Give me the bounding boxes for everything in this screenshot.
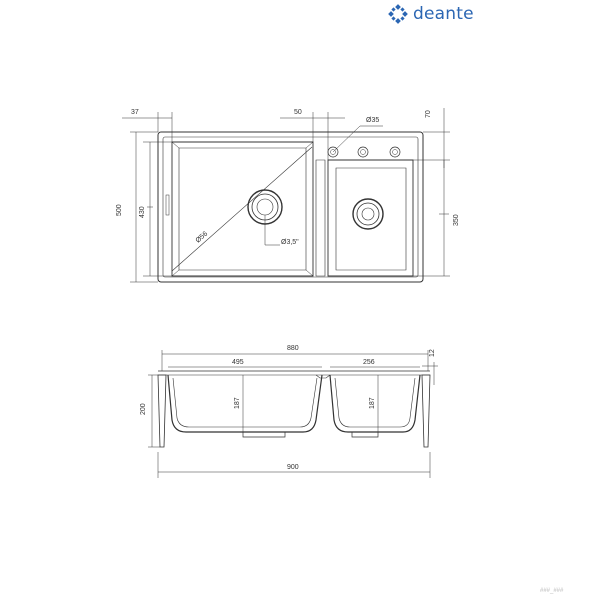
dim-12-label: 12 (429, 349, 436, 357)
section-view (148, 350, 438, 478)
small-drain-icon (353, 199, 383, 229)
section-view-labels (140, 345, 436, 471)
dim-d3-5-label: Ø3,5" (281, 239, 299, 246)
brand-name: deante (413, 4, 474, 24)
dim-256-label: 256 (363, 359, 375, 366)
big-bowl-outline (172, 142, 313, 276)
tap-holes-icon (328, 147, 400, 157)
big-bowl-inner (179, 148, 306, 270)
watermark: ###_### (540, 588, 564, 594)
dim-70-label: 70 (425, 110, 432, 118)
dim-500-label: 500 (116, 204, 123, 216)
dim-187-right-label: 187 (369, 397, 376, 409)
dim-37-label: 37 (131, 109, 139, 116)
big-bowl-section (168, 375, 322, 432)
dim-200-label: 200 (140, 403, 147, 415)
dim-430-label: 430 (139, 206, 146, 218)
big-drain-section (243, 432, 285, 437)
overflow-slot (166, 195, 169, 215)
dim-d56-label: Ø56 (194, 230, 210, 245)
top-view-labels (116, 109, 460, 246)
right-flange (422, 375, 430, 447)
left-flange (158, 375, 166, 447)
sink-rim (163, 137, 418, 277)
dim-187-left-label: 187 (234, 397, 241, 409)
top-view (122, 108, 450, 282)
dim-d35-label: Ø35 (366, 117, 380, 124)
dim-880-label: 880 (287, 345, 299, 352)
sink-outline (158, 132, 423, 282)
small-bowl-outline (328, 160, 413, 276)
bowl-divider (316, 160, 325, 276)
dim-350-label: 350 (453, 214, 460, 226)
small-drain-section (352, 432, 378, 437)
diameter-leader (172, 147, 312, 271)
dim-495-label: 495 (232, 359, 244, 366)
dim-900-label: 900 (287, 464, 299, 471)
dim-50-label: 50 (294, 109, 302, 116)
